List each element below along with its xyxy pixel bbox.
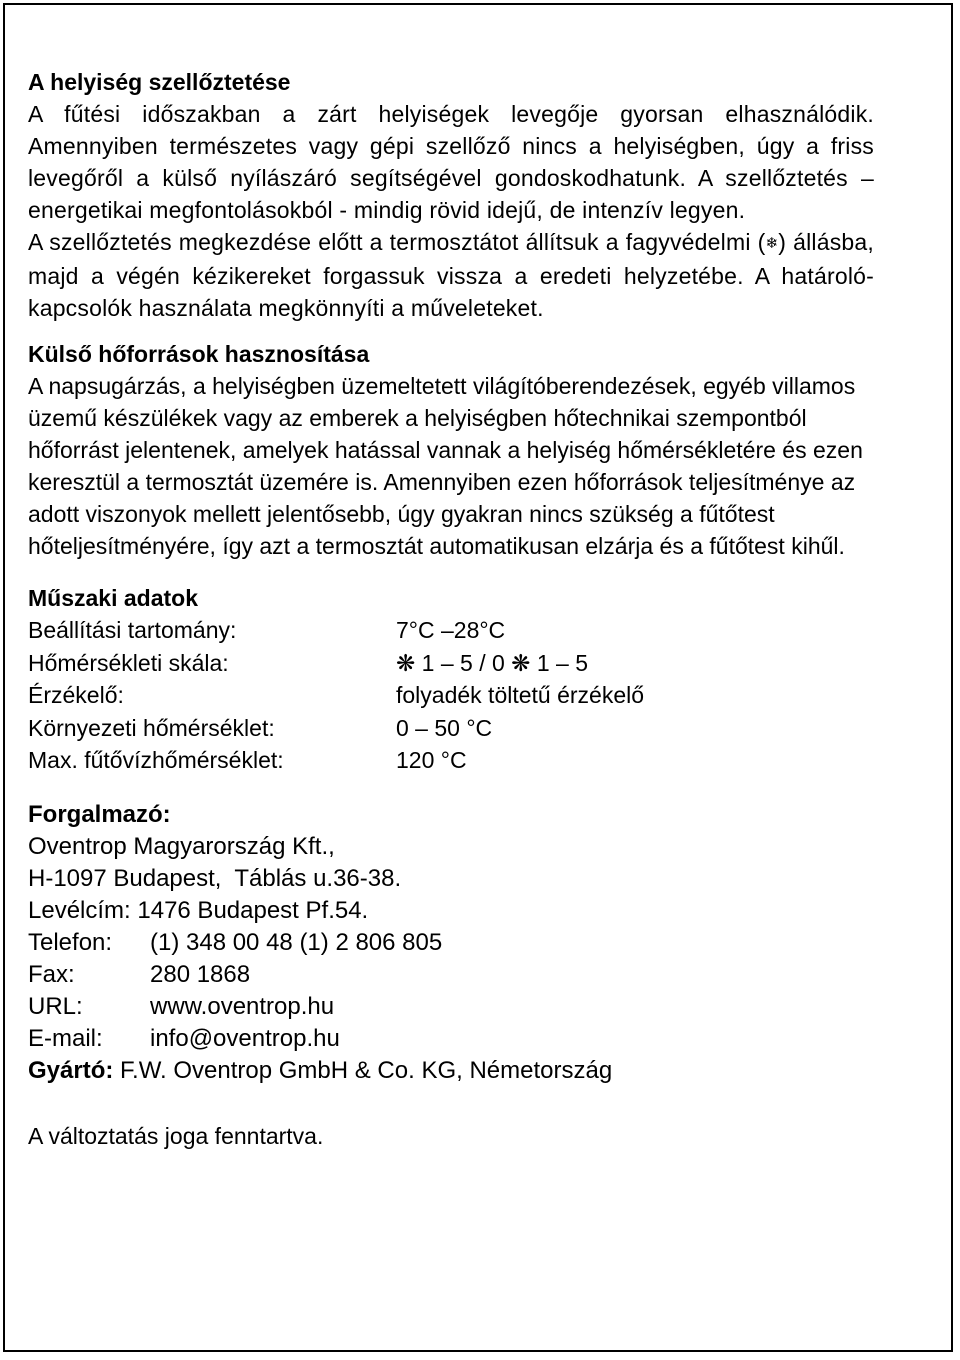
spec-row [28, 647, 644, 680]
ventilation-heading: A helyiség szellőztetése [28, 69, 291, 95]
specs-section [28, 582, 874, 777]
spec-label: Környezeti hőmérséklet: [28, 714, 275, 741]
spec-row [28, 614, 644, 647]
ventilation-section [28, 66, 874, 324]
specs-heading: Műszaki adatok [28, 585, 198, 611]
spec-value: 7°C –28°C [396, 617, 506, 643]
spec-row [28, 744, 644, 777]
manufacturer-label: Gyártó: [28, 1056, 114, 1084]
footer-note: A változtatás joga fenntartva. [28, 1122, 324, 1149]
contact-row [28, 991, 442, 1023]
distributor-address: H-1097 Budapest, Táblás u.36-38. [28, 864, 402, 892]
spec-value: 0 – 50 °C [396, 714, 493, 741]
specs-table [28, 614, 644, 777]
contact-row [28, 927, 442, 959]
phone-value: (1) 348 00 48 (1) 2 806 805 [150, 928, 443, 956]
contact-label: URL: [28, 992, 83, 1020]
spec-label: Hőmérsékleti skála: [28, 649, 229, 676]
contact-label: Telefon: [28, 928, 113, 956]
contact-row [28, 959, 442, 991]
ventilation-paragraph-1: A fűtési időszakban a zárt helyiségek levegője gyorsan elhasználódik. Amennyiben természetes vagy gépi szellőző nincs a helyiségben, úgy a friss levegőről a külső nyílászáró segítségével gondoskodhatunk. A szellőztetés – energetikai megfontolásokból - mindig rövid idejű, de intenzív legyen. [28, 101, 874, 223]
external-heat-section [28, 338, 874, 562]
spec-row [28, 712, 644, 745]
ventilation-paragraph-2-end: ) állásba, majd a végén kézikereket forgassuk vissza a eredeti helyzetébe. A határoló-kapcsolók használata megkönnyíti a műveleteket. [28, 229, 875, 321]
spec-value: folyadék töltetű érzékelő [396, 682, 645, 708]
manufacturer-value: F.W. Oventrop GmbH & Co. KG, Németország [113, 1056, 613, 1084]
external-heat-paragraph: A napsugárzás, a helyiségben üzemeltetett világítóberendezések, egyéb villamos üzemű készülékek vagy az emberek a helyiségben hőtechnikai szempontból hőforrást jelentenek, amelyek hatással vannak a helyiség hőmérsékletére és ezen keresztül a termosztát üzemére is. Amennyiben ezen hőforrások teljesítménye az adott viszonyok mellett jelentősebb, úgy gyakran nincs szükség a fűtőtest hőteljesítményére, így azt a termosztát automatikusan elzárja és a fűtőtest kihűl. [28, 373, 863, 559]
contact-label: Fax: [28, 960, 75, 988]
spec-row [28, 679, 644, 712]
spec-value: 120 °C [396, 747, 467, 773]
spec-label: Max. fűtővízhőmérséklet: [28, 747, 284, 773]
ventilation-paragraph-2 [28, 226, 874, 324]
external-heat-heading: Külső hőforrások hasznosítása [28, 341, 370, 367]
distributor-mail-address: Levélcím: 1476 Budapest Pf.54. [28, 896, 369, 924]
spec-label: Érzékelő: [28, 682, 124, 708]
distributor-company: Oventrop Magyarország Kft., [28, 832, 335, 860]
distributor-heading: Forgalmazó: [28, 800, 171, 828]
url-value: www.oventrop.hu [150, 992, 335, 1020]
document-content [28, 66, 874, 1152]
contact-label: E-mail: [28, 1024, 103, 1052]
spec-value: ❋ 1 – 5 / 0 ❋ 1 – 5 [396, 649, 588, 676]
email-value: info@oventrop.hu [150, 1024, 340, 1052]
fax-value: 280 1868 [150, 960, 251, 988]
ventilation-paragraph-2-start: A szellőztetés megkezdése előtt a termosztátot állítsuk a fagyvédelmi ( [28, 229, 766, 255]
distributor-section [28, 799, 874, 1087]
spec-label: Beállítási tartomány: [28, 617, 237, 643]
contact-table [28, 927, 442, 1055]
contact-row [28, 1023, 442, 1055]
frost-protection-icon: ❄ [765, 235, 779, 252]
manufacturer-line [28, 1055, 874, 1087]
